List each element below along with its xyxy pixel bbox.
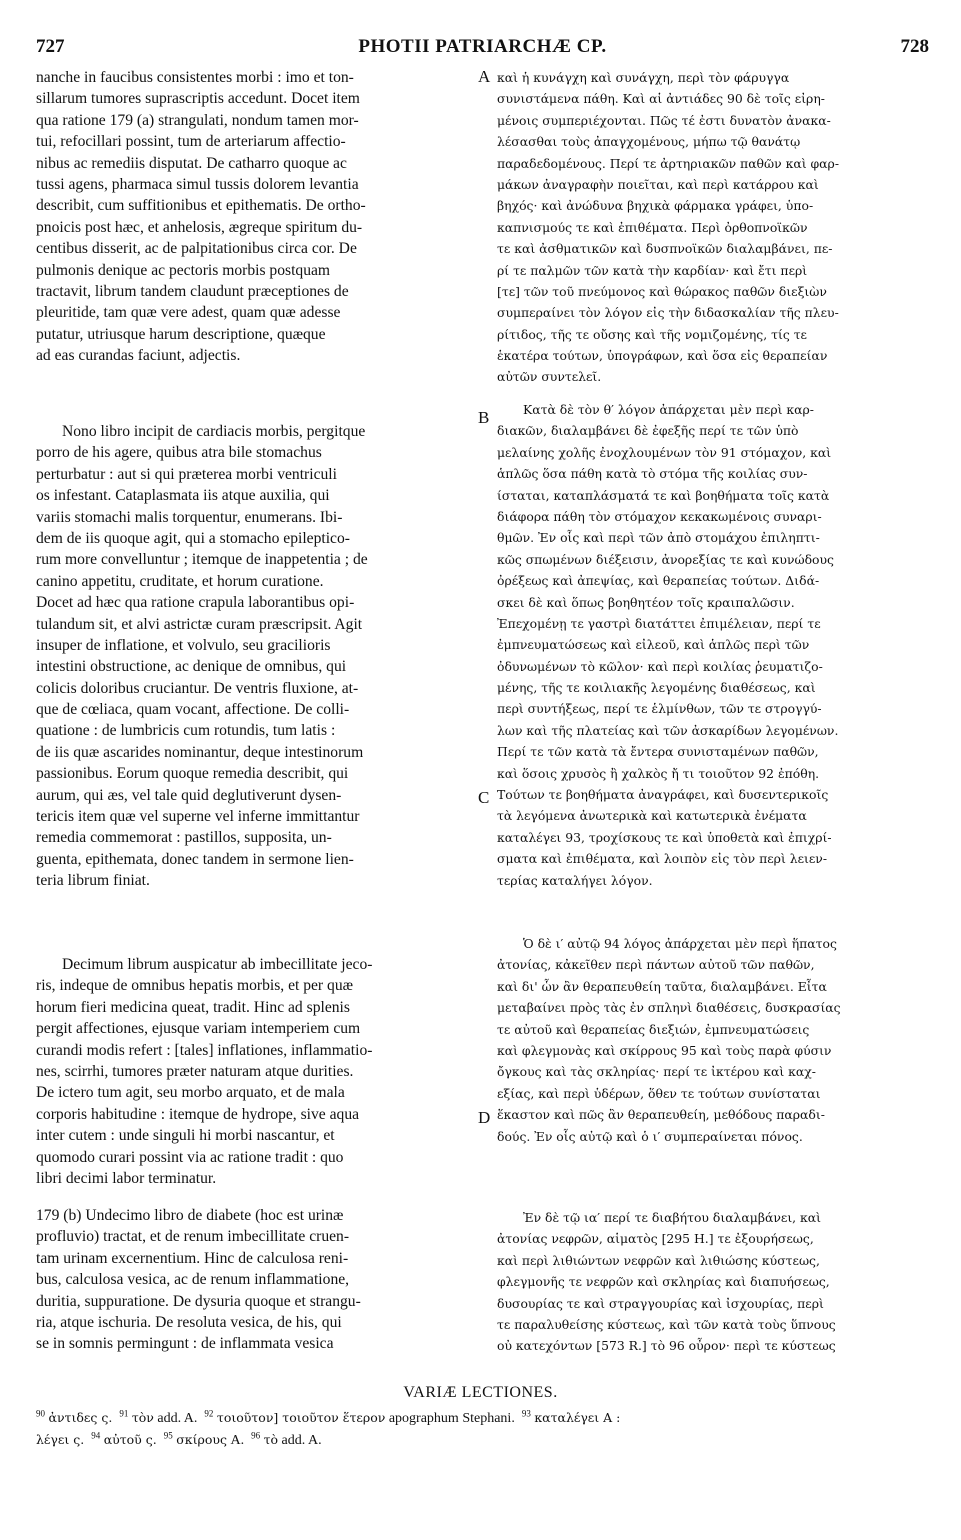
text-line: τερίας καταλήγει λόγον. [497, 872, 653, 888]
text-line: ρί τε παλμῶν τῶν κατὰ τὴν καρδίαν· καὶ ἔτι περὶ [497, 262, 808, 278]
greek-paragraph-3 [497, 933, 933, 1147]
variant-reading: ἀντιδες ς. [48, 1410, 113, 1425]
text-line: καὶ φλεγμονὰς καὶ σκίρρους 95 καὶ τοὺς παρὰ φύσιν [497, 1042, 832, 1058]
text-line: περὶ συντήξεως, περί τε ἑλμίνθων, τῶν τε στρογγύ- [497, 701, 822, 717]
text-line: describit, cum suffitionibus et epithematis. De ortho- [36, 197, 366, 215]
footnote-line-2 [36, 1432, 936, 1449]
text-line: teria librum finiat. [36, 872, 150, 890]
text-line: canino appetitu, cruditate, et horum curatione. [36, 572, 324, 590]
text-line: τε παραλυθείσης κύστεως, καὶ τῶν κατὰ τοὺς ὕπνους [497, 1316, 836, 1332]
variant-note: A. [230, 1433, 245, 1448]
text-line: τε αὐτοῦ καὶ θεραπείας διεξιών, ἐμπνευματώσεις [497, 1021, 810, 1037]
text-line: porro de his agere, quibus atra bile stomachus [36, 444, 322, 462]
text-line: corporis habitudine : itemque de hydrope, sive aqua [36, 1105, 360, 1123]
text-line: φλεγμονῆς τε νεφρῶν καὶ σκληρίας καὶ διαπυήσεως, [497, 1274, 830, 1290]
text-line: se in somnis permingunt : de inflammata vesica [36, 1335, 334, 1353]
text-line: σκει δὲ καὶ ὅπως βοηθητέον τοῖς κραιπαλῶσιν. [497, 594, 795, 610]
text-line: μένοις συμπεριέχονται. Πῶς τέ ἐστι δυνατὸν ἀνακα- [497, 112, 831, 128]
footnote-number: 94 [91, 1430, 101, 1441]
text-line: αὐτῶν συντελεῖ. [497, 369, 602, 385]
variant-reading: καταλέγει A : [534, 1410, 621, 1425]
text-line: δούς. Ἐν οἷς αὐτῷ καὶ ὁ ι′ συμπεραίνεται πόνος. [497, 1128, 803, 1144]
text-line: καπνισμούς τε καὶ ἐπιθέματα. Περὶ ὀρθοπνοϊκῶν [497, 219, 808, 235]
text-line: συμπεραίνει τὸν λόγον εἰς τὴν διδασκαλίαν τῆς πλευ- [497, 305, 839, 321]
latin-paragraph-1 [36, 67, 476, 366]
text-line: quomodo curari possint via ac ratione tradit : quo [36, 1148, 344, 1166]
greek-column [497, 67, 933, 1377]
text-line: passionibus. Eorum quoque remedia describit, qui [36, 765, 349, 783]
text-line: καὶ περὶ λιθιώντων νεφρῶν καὶ λιθιώσης κύστεως, [497, 1252, 820, 1268]
text-line: inter cutem : unde singuli hi morbi nascantur, et [36, 1127, 335, 1145]
text-line: καταλέγει 93, τροχίσκους τε καὶ ὑποθετὰ καὶ ἐπιχρί- [497, 829, 832, 845]
text-line: [τε] τῶν τοῦ πνεύμονος καὶ θώρακος παθῶν διεξιὼν [497, 283, 827, 299]
text-line: ὀρέξεως καὶ ἀπεψίας, καὶ θεραπείας τούτων. Διδά- [497, 573, 820, 589]
greek-paragraph-2 [497, 399, 933, 891]
text-line: pergit affectiones, ejusque variam intemperiem cum [36, 1020, 361, 1038]
text-line: ἀτονίας νεφρῶν, αἱματὸς [295 H.] τε ἐξουρήσεως, [497, 1231, 814, 1247]
margin-letter-d: D [478, 1108, 491, 1127]
variant-note: add. A. [157, 1411, 198, 1426]
text-line: pnoicis post hæc, et anhelosis, ægreque spiritum du- [36, 218, 363, 236]
text-line: συνιστάμενα πάθη. Καὶ αἱ ἀντιάδες 90 δὲ τοῖς εἰρη- [497, 91, 825, 107]
text-line: οὐ κατεχόντων [573 R.] τὸ 96 οὖρον· περὶ τε κύστεως [497, 1338, 836, 1354]
text-line: Docet ad hæc qua ratione crapula laborantibus opi- [36, 594, 355, 612]
text-line: Ἐν δὲ τῷ ια′ περί τε διαβήτου διαλαμβάνει, καὶ [523, 1210, 822, 1225]
text-line: ίσταται, καταπλάσματά τε καὶ βοηθήματα τοῖς κατὰ [497, 487, 830, 503]
text-line: remedia commemorat : pastillos, supposita, un- [36, 829, 332, 847]
text-line: τε καὶ ἀσθματικῶν καὶ δυσπνοϊκῶν διαλαμβάνει, πε- [497, 241, 833, 257]
text-line: tui, refocillari possint, tum de arteriarum affectio- [36, 133, 346, 151]
text-line: qua ratione 179 (a) strangulati, nondum tamen mor- [36, 111, 359, 129]
text-line: perturbatur : aut si qui prætereа morbi ventriculi [36, 465, 337, 483]
variant-reading: τοιοῦτον] τοιοῦτον ἕτερον [216, 1410, 386, 1425]
text-line: ὀδυνωμένων τὸ κῶλον· καὶ περὶ κοιλίας ῥευματιζο- [497, 658, 823, 674]
text-line: aurum, qui æs, vel tale quid deglutiverunt dysen- [36, 786, 342, 804]
text-line: ἀτονίας, κἀκεῖθεν περὶ πάντων αὐτοῦ τῶν παθῶν, [497, 957, 815, 973]
greek-paragraph-1 [497, 67, 933, 388]
running-header [36, 36, 929, 66]
footnote-number: 90 [36, 1408, 45, 1419]
text-line: nes, scirrhi, tumores præter naturam atque durities. [36, 1062, 354, 1080]
text-line: σματα καὶ ἐπιθέματα, καὶ λοιπὸν εἰς τὸν περὶ λειεν- [497, 851, 828, 867]
latin-paragraph-4 [36, 1205, 476, 1355]
text-line: διάφορα πάθη τὸν στόμαχον κεκακωμένοις συναρι- [497, 508, 822, 524]
text-line: ria, atque ischuria. De resoluta vesica, de his, qui [36, 1313, 342, 1331]
text-line: ἁπλῶς ὅσα πάθη κατὰ τὸ στόμα τῆς κοιλίας συν- [497, 466, 808, 482]
text-line: Τούτων τε βοηθήματα ἀναγράφει, καὶ δυσεντερικοῖς [497, 787, 829, 803]
text-line: que de cœliaca, quam vocant, affectione. De colli- [36, 701, 350, 719]
text-line: duritia, suppuratione. De dysuria quoque et strangu- [36, 1292, 361, 1310]
text-line: δυσουρίας τε καὶ στραγγουρίας καὶ ἰσχουρίας, περὶ [497, 1295, 824, 1311]
text-line: rum more convelluntur ; itemque de inappetentia ; de [36, 551, 368, 569]
text-line: Ἐπεχομένῃ τε γαστρὶ διατάττει ἐπιμέλειαν, περί τε [497, 615, 821, 631]
variant-reading: λέγει ς. [36, 1432, 85, 1447]
text-line: nanche in faucibus consistentes morbi : imo et ton- [36, 69, 354, 86]
variant-reading: τὸν [131, 1410, 154, 1425]
margin-letter-c: C [478, 788, 490, 807]
text-line: sillarum tumores suprascriptis accedunt. Docet item [36, 90, 360, 108]
footnote-number: 92 [204, 1408, 214, 1419]
text-line: dem de iis quoque agit, qui a stomacho epileptico- [36, 529, 350, 547]
text-line: ρίτιδος, τῆς τε οὔσης καὶ τῆς νομιζομένης, τίς τε [497, 326, 807, 342]
text-line: παραδεδομένους. Περί τε ἀρτηριακῶν παθῶν καὶ φαρ- [497, 155, 840, 171]
text-line: 179 (b) Undecimo libro de diabete (hoc est urinæ [36, 1207, 344, 1224]
variant-reading: τὸ [263, 1432, 279, 1447]
text-line: quatione : de lumbricis cum rotundis, tum latis : [36, 722, 336, 740]
text-line: de iis quæ ascarides nominantur, deque intestinorum [36, 743, 364, 761]
text-line: ἕκαστον καὶ πῶς ἂν θεραπευθείη, μεθόδους παραδι- [497, 1107, 825, 1123]
variant-note: apographum Stephani. [388, 1411, 515, 1426]
text-line: tractavit, librum tandem claudunt præceptiones de [36, 282, 349, 300]
text-line: tulandum sit, et alvi astrictæ curam præscripsit. Agit [36, 615, 363, 633]
text-line: μεταβαίνει πρὸς τὰς ἐν σπληνὶ διαθέσεις, δυσκρασίας [497, 1000, 841, 1016]
text-line: De ictero tum agit, seu morbo arquato, et de mala [36, 1084, 345, 1102]
text-line: profluvio) tractat, et de renum imbecillitate cruen- [36, 1228, 350, 1246]
margin-letter-b: B [478, 408, 490, 427]
latin-paragraph-3 [36, 954, 476, 1189]
text-line: ad eas curandas faciunt, adjectis. [36, 347, 241, 365]
text-line: διακῶν, διαλαμβάνει δὲ ἐφεξῆς περί τε τῶν ὑπὸ [497, 423, 799, 439]
text-line: tericis item quæ vel superne vel inferne immittantur [36, 808, 360, 826]
text-line: καὶ δι' ὧν ἂν θεραπευθείη ταῦτα, διαλαμβάνει. Εἶτα [497, 978, 827, 994]
text-line: horum fieri medicina queat, tradit. Hinc ad splenis [36, 998, 350, 1016]
text-line: tussi agens, pharmaca simul tussis dolorem levantia [36, 175, 359, 193]
text-line: colicis doloribus cruciantur. De ventris fluxione, at- [36, 679, 359, 697]
text-line: Ὁ δὲ ι′ αὐτῷ 94 λόγος ἀπάρχεται μὲν περὶ ἥπατος [523, 936, 837, 951]
text-line: variis stomachi malis torquentur, enumerans. Ibi- [36, 508, 343, 526]
variant-reading: αὐτοῦ ς. [103, 1432, 157, 1447]
text-line: curandi modis refert : [tales] inflationes, inflammatio- [36, 1041, 373, 1059]
footnote-number: 93 [521, 1408, 531, 1419]
text-line: putatur, utriusque harum descriptione, quæque [36, 325, 326, 343]
greek-paragraph-4 [497, 1207, 933, 1357]
page-number-right: 728 [900, 36, 929, 57]
text-line: os infestant. Cataplasmata iis atque auxilia, qui [36, 487, 330, 505]
text-line: μάκων ἀναγραφὴν ποιεῖται, καὶ περὶ κατάρρου καὶ [497, 176, 819, 192]
footnote-number: 95 [163, 1430, 173, 1441]
text-line: ἑκατέρα τούτων, ὑπογράφων, καὶ ὅσα εἰς θεραπείαν [497, 348, 828, 364]
text-line: λέσασθαι τοὺς ἀπαγχομένους, μήπω τῷ θανάτῳ [497, 134, 801, 150]
text-line: κῶς σπωμένων διέξεισιν, ἀνορεξίας τε καὶ κυνώδους [497, 551, 834, 567]
text-line: bus, calculosa vesica, ac de renum inflammatione, [36, 1271, 350, 1289]
text-line: libri decimi labor terminatur. [36, 1169, 217, 1187]
text-line: ris, indeque de omnibus hepatis morbis, et per quæ [36, 977, 354, 995]
text-line: Decimum librum auspicatur ab imbecillitate jeco- [62, 956, 373, 973]
text-line: nibus ac remediis disputat. De catharro quoque ac [36, 154, 347, 172]
text-line: καὶ ὅσοις χρυσὸς ἢ χαλκὸς ἤ τι τοιοῦτον 92 ἐπόθη. [497, 765, 820, 781]
text-line: εξίας, καὶ περὶ ὑδέρων, ὅθεν τε τούτων συνίσταται [497, 1085, 821, 1101]
text-line: guenta, epithemata, donec tandem in sermone lien- [36, 850, 354, 868]
footnote-number: 91 [119, 1408, 129, 1419]
text-line: ἐμπνευματώσεως καὶ εἰλεοῦ, καὶ ἁπλῶς περὶ τῶν [497, 637, 810, 653]
text-line: centibus disserit, ac de palpitationibus circa cor. De [36, 240, 357, 258]
text-line: Κατὰ δὲ τὸν θ′ λόγον ἀπάρχεται μὲν περὶ καρ- [523, 402, 814, 417]
text-line: Nono libro incipit de cardiacis morbis, pergitque [62, 423, 366, 440]
footnotes-title: VARIÆ LECTIONES. [403, 1384, 558, 1401]
text-line: pulmonis denique ac pectoris morbis postquam [36, 261, 331, 279]
text-line: καὶ ἡ κυνάγχη καὶ συνάγχη, περὶ τὸν φάρυγγα [497, 70, 790, 85]
text-line: Περί τε τῶν κατὰ τὰ ἔντερα συνισταμένων παθῶν, [497, 744, 819, 760]
variant-reading: σκίρους [176, 1432, 227, 1447]
text-line: tam urinam excernentium. Hinc de calculosa reni- [36, 1249, 349, 1267]
footnote-number: 96 [251, 1430, 261, 1441]
margin-letter-a: A [478, 67, 491, 86]
latin-column [36, 67, 476, 1377]
text-line: θμῶν. Ἐν οἷς καὶ περὶ τῶν ἀπὸ στομάχου ἐπιληπτι- [497, 530, 820, 546]
text-line: μελαίνης χολῆς ἐνοχλουμένων τὸν 91 στόμαχον, καὶ [497, 444, 832, 460]
text-line: intestini obstructione, ac denique de omnibus, qui [36, 658, 347, 676]
running-title: PHOTII PATRIARCHÆ CP. [358, 36, 607, 57]
text-line: insuper de inflatione, et volvulo, seu gracilioris [36, 636, 331, 654]
footnote-line-1 [36, 1410, 936, 1427]
variant-note: add. A. [281, 1433, 322, 1448]
text-line: βηχός· καὶ ἀνώδυνα βηχικὰ φάρμακα γράφει, ὑπο- [497, 198, 814, 214]
text-line: τὰ λεγόμενα ἀνωτερικὰ καὶ κατωτερικὰ ἐνέματα [497, 808, 807, 824]
page-number-left: 727 [36, 36, 65, 57]
text-line: λων καὶ τῆς πλατείας καὶ τῶν ἀσκαρίδων λεγομένων. [497, 722, 839, 738]
text-line: ὄγκους καὶ τὰς σκληρίας· περί τε ἰκτέρου καὶ καχ- [497, 1064, 816, 1080]
text-line: μένης, τῆς τε κοιλιακῆς λεγομένης διαθέσεως, καὶ [497, 680, 816, 696]
text-line: pleuritide, tam quæ vere adest, quam quæ adesse [36, 304, 341, 322]
latin-paragraph-2 [36, 421, 476, 892]
